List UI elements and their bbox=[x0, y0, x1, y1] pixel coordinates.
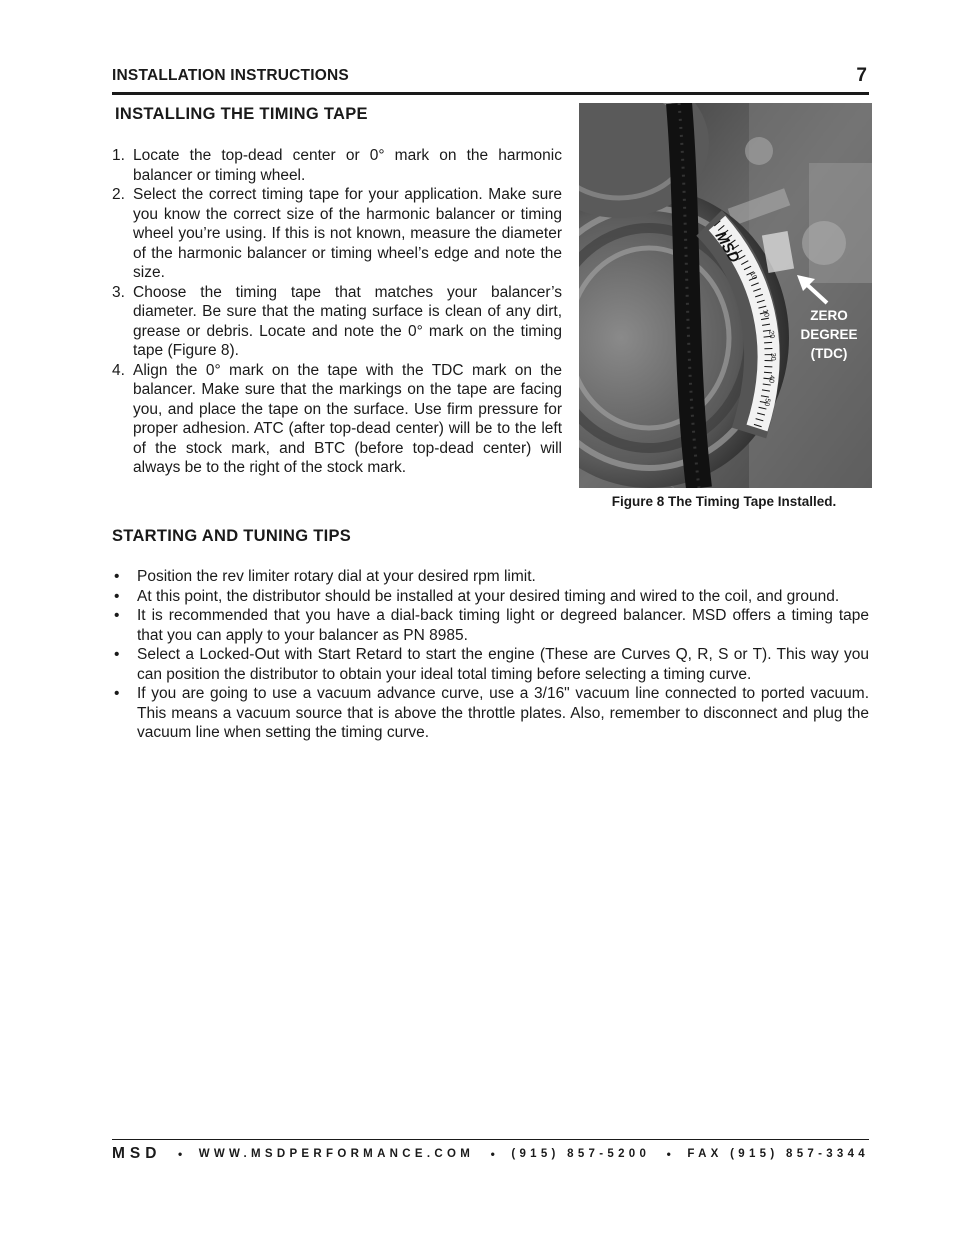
step-number: 3. bbox=[112, 283, 125, 301]
tip-text: If you are going to use a vacuum advance curve, use a 3/16" vacuum line connected to ported vacuum. This means a vacuum source that is above the throttle plates. Also, remember to disconnect and plug the vacuum line when setting the timing curve. bbox=[137, 685, 869, 741]
step-item bbox=[112, 185, 562, 283]
tuning-tips-list bbox=[112, 567, 869, 743]
bullet: • bbox=[114, 568, 120, 585]
tape-logo: MSD bbox=[711, 228, 743, 266]
callout-degree: DEGREE bbox=[800, 327, 858, 342]
timing-tape-photo bbox=[579, 103, 872, 488]
list-item bbox=[112, 684, 869, 743]
tip-text: Position the rev limiter rotary dial at your desired rpm limit. bbox=[137, 568, 536, 585]
bullet: • bbox=[114, 646, 120, 663]
step-item bbox=[112, 283, 562, 361]
step-text: Locate the top-dead center or 0° mark on the harmonic balancer or timing wheel. bbox=[133, 147, 562, 184]
step-item bbox=[112, 146, 562, 185]
tape-number: 40 bbox=[767, 374, 775, 384]
tape-number: 10 bbox=[761, 308, 770, 319]
footer-separator: • bbox=[666, 1147, 671, 1161]
step-text: Choose the timing tape that matches your balancer’s diameter. Be sure that the mating surface is clean of any dirt, grease or debris. Locate and note the 0° mark on the timing tape (Figure 8). bbox=[133, 283, 562, 359]
callout-zero: ZERO bbox=[810, 308, 848, 323]
list-item bbox=[112, 587, 869, 607]
step-number: 4. bbox=[112, 361, 125, 379]
tip-text: It is recommended that you have a dial-back timing light or degreed balancer. MSD offers a timing tape that you can apply to your balancer as PN 8985. bbox=[137, 607, 869, 644]
section-title-tuning-tips: STARTING AND TUNING TIPS bbox=[112, 527, 352, 545]
step-number: 2. bbox=[112, 186, 125, 203]
step-item bbox=[112, 361, 562, 478]
step-text: Select the correct timing tape for your application. Make sure you know the correct size of the harmonic balancer or timing wheel you’re using. If this is not known, measure the diameter of the harmonic balancer or timing wheel’s edge and note the size. bbox=[133, 186, 562, 281]
section-title-timing-tape: INSTALLING THE TIMING TAPE bbox=[115, 105, 368, 123]
bullet: • bbox=[114, 587, 120, 605]
footer-divider bbox=[112, 1139, 869, 1140]
step-text: Align the 0° mark on the tape with the TDC mark on the balancer. Make sure that the markings on the tape are facing you, and place the tape on the surface. Use firm pressure for proper adhesion. ATC (after top-dead center) will be to the left of the stock mark, and BTC (before top-dead center) will always be to the right of the stock mark. bbox=[133, 361, 562, 476]
page-header bbox=[112, 66, 869, 95]
bullet: • bbox=[114, 607, 120, 624]
timing-tape-steps bbox=[112, 146, 562, 478]
footer-brand: MSD bbox=[112, 1145, 162, 1162]
list-item bbox=[112, 606, 869, 645]
callout-tdc: (TDC) bbox=[810, 346, 848, 361]
header-title: INSTALLATION INSTRUCTIONS bbox=[112, 67, 349, 84]
bullet: • bbox=[114, 685, 120, 702]
page-number: 7 bbox=[856, 65, 867, 86]
list-item bbox=[112, 645, 869, 684]
tip-text: At this point, the distributor should be installed at your desired timing and wired to the coil, and ground. bbox=[137, 587, 840, 605]
page-footer bbox=[112, 1144, 869, 1164]
footer-phone: (915) 857-5200 bbox=[511, 1148, 651, 1160]
tape-number: 10 bbox=[748, 270, 758, 281]
tape-number: 20 bbox=[767, 330, 776, 340]
timing-tape-photo-illustration bbox=[579, 103, 872, 488]
tape-number: 30 bbox=[769, 352, 777, 361]
step-number: 1. bbox=[112, 147, 125, 164]
tape-number: 50 bbox=[762, 397, 771, 407]
tip-text: Select a Locked-Out with Start Retard to start the engine (These are Curves Q, R, S or T). This way you can position the distributor to obtain your ideal total timing before selecting a timing curve. bbox=[137, 646, 869, 683]
footer-fax: FAX (915) 857-3344 bbox=[687, 1148, 869, 1160]
footer-separator: • bbox=[177, 1147, 183, 1161]
footer-website: WWW.MSDPERFORMANCE.COM bbox=[198, 1148, 475, 1160]
footer-separator: • bbox=[490, 1147, 495, 1161]
figure-caption: Figure 8 The Timing Tape Installed. bbox=[611, 494, 837, 509]
list-item bbox=[112, 567, 869, 587]
